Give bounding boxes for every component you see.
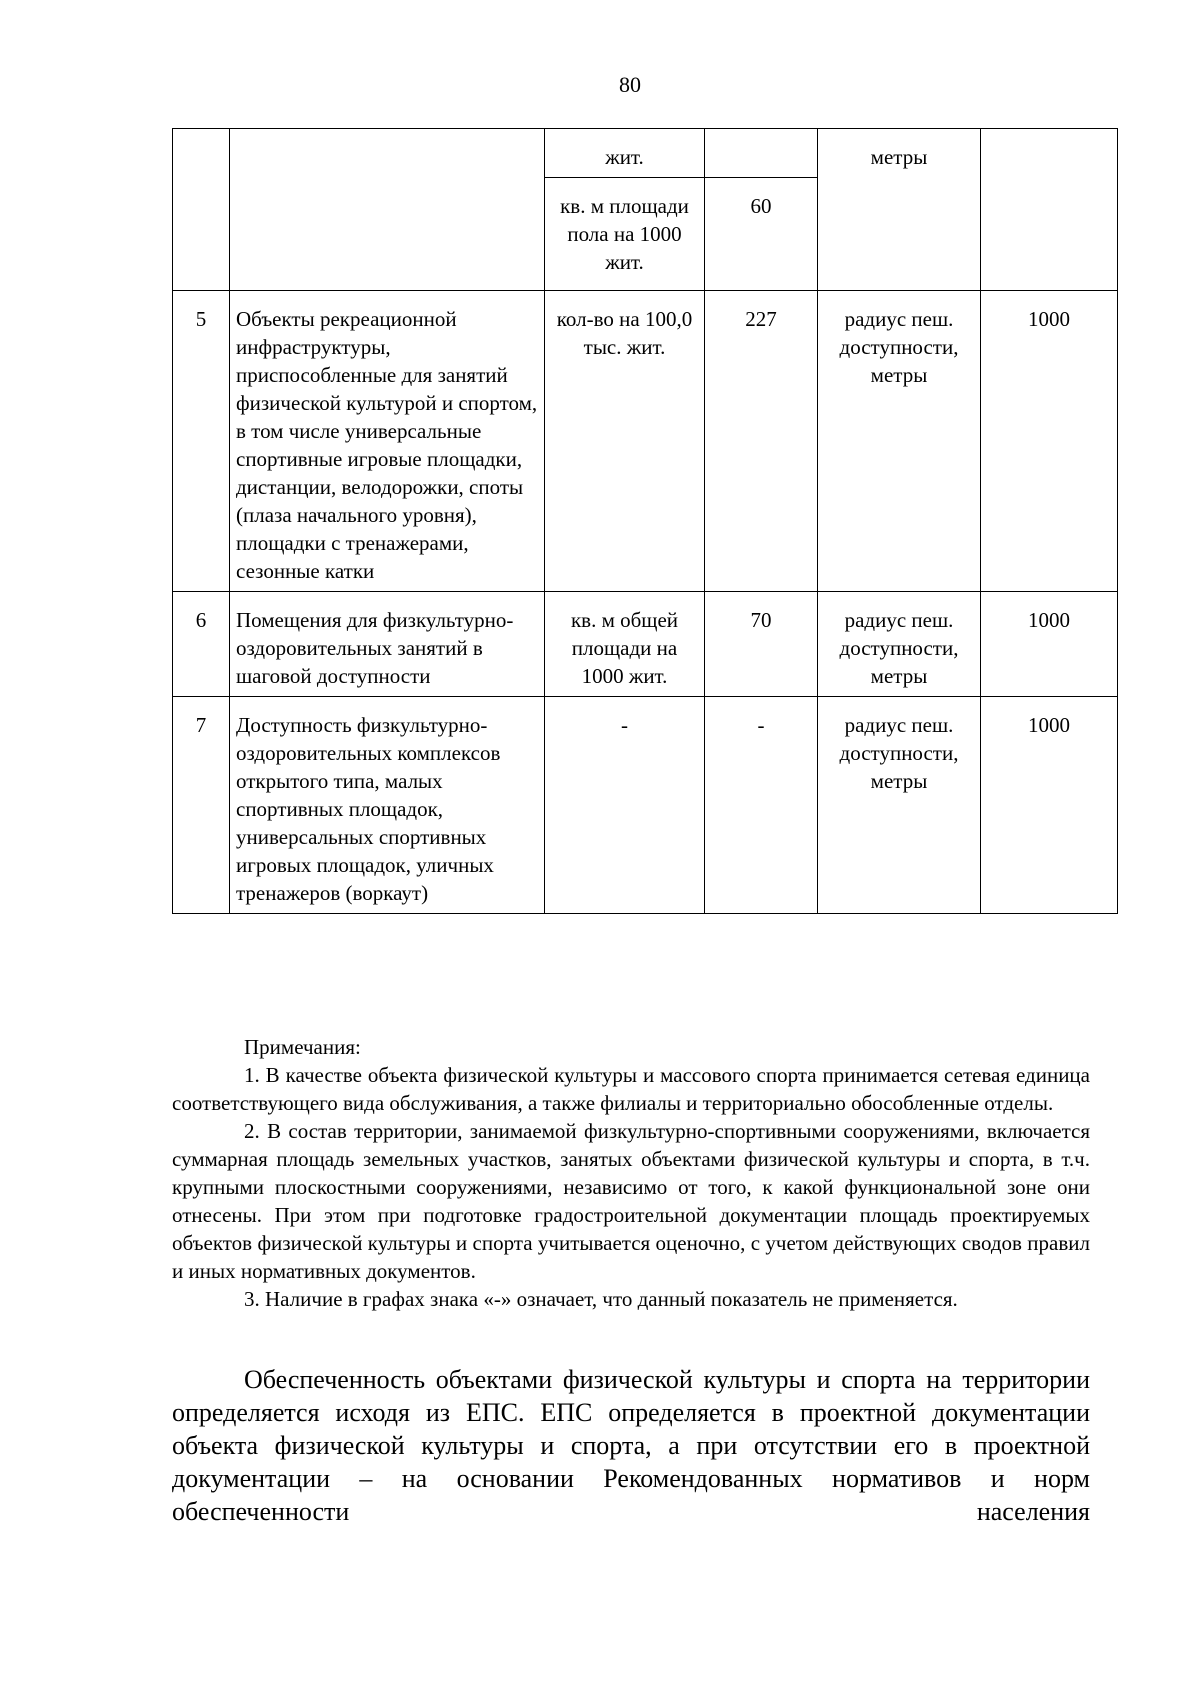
object-name-cell: Объекты рекреационной инфраструктуры, приспособленные для занятий физической культурой и спортом, в том числе универсальные спортивные игровые площадки, дистанции, велодорожки, споты (плаза начального уровня), площадки с тренажерами, сезонные катки <box>230 291 545 592</box>
notes-section <box>172 1033 1090 1313</box>
row-number-cell <box>173 129 230 291</box>
value-cell <box>705 129 818 178</box>
value-cell: - <box>705 697 818 914</box>
distance-cell: 1000 <box>981 291 1118 592</box>
unit-cell: кв. м общей площади на 1000 жит. <box>545 592 705 697</box>
main-paragraph: Обеспеченность объектами физической культуры и спорта на территории определяется исходя из ЕПС. ЕПС определяется в проектной документации объекта физической культуры и спорта, а при отсутствии его в проектной документации – на основании Рекомендованных нормативов и норм обеспеченности населения <box>172 1365 1090 1526</box>
body-text <box>172 1363 1090 1528</box>
distance-cell: 1000 <box>981 592 1118 697</box>
accessibility-cell: метры <box>818 129 981 291</box>
object-name-cell: Помещения для физкультурно-оздоровительных занятий в шаговой доступности <box>230 592 545 697</box>
unit-cell: кол-во на 100,0 тыс. жит. <box>545 291 705 592</box>
value-cell: 70 <box>705 592 818 697</box>
table-row <box>173 697 1118 914</box>
row-number-cell: 6 <box>173 592 230 697</box>
distance-cell <box>981 129 1118 291</box>
table-row <box>173 129 1118 178</box>
value-cell: 60 <box>705 178 818 291</box>
accessibility-cell: радиус пеш. доступности, метры <box>818 592 981 697</box>
unit-cell: жит. <box>545 129 705 178</box>
row-number-cell: 7 <box>173 697 230 914</box>
page-number: 80 <box>619 72 641 97</box>
unit-cell: - <box>545 697 705 914</box>
accessibility-cell: радиус пеш. доступности, метры <box>818 697 981 914</box>
table-row <box>173 592 1118 697</box>
norms-table <box>172 128 1118 914</box>
object-name-cell: Доступность физкультурно-оздоровительных комплексов открытого типа, малых спортивных площадок, универсальных спортивных игровых площадок, уличных тренажеров (воркаут) <box>230 697 545 914</box>
unit-cell: кв. м площади пола на 1000 жит. <box>545 178 705 291</box>
table-row <box>173 291 1118 592</box>
accessibility-cell: радиус пеш. доступности, метры <box>818 291 981 592</box>
notes-title: Примечания: <box>244 1035 361 1059</box>
value-cell: 227 <box>705 291 818 592</box>
note-item: 2. В состав территории, занимаемой физкультурно-спортивными сооружениями, включается суммарная площадь земельных участков, занятых объектами физической культуры и спорта, в т.ч. крупными плоскостными сооружениями, независимо от того, к какой функциональной зоне они отнесены. При этом при подготовке градостроительной документации площадь проектируемых объектов физической культуры и спорта учитывается оценочно, с учетом действующих сводов правил и иных нормативных документов. <box>172 1119 1090 1283</box>
row-number-cell: 5 <box>173 291 230 592</box>
note-item: 3. Наличие в графах знака «-» означает, что данный показатель не применяется. <box>244 1287 958 1311</box>
note-item: 1. В качестве объекта физической культуры и массового спорта принимается сетевая единица соответствующего вида обслуживания, а также филиалы и территориально обособленные отделы. <box>172 1063 1090 1115</box>
distance-cell: 1000 <box>981 697 1118 914</box>
object-name-cell <box>230 129 545 291</box>
